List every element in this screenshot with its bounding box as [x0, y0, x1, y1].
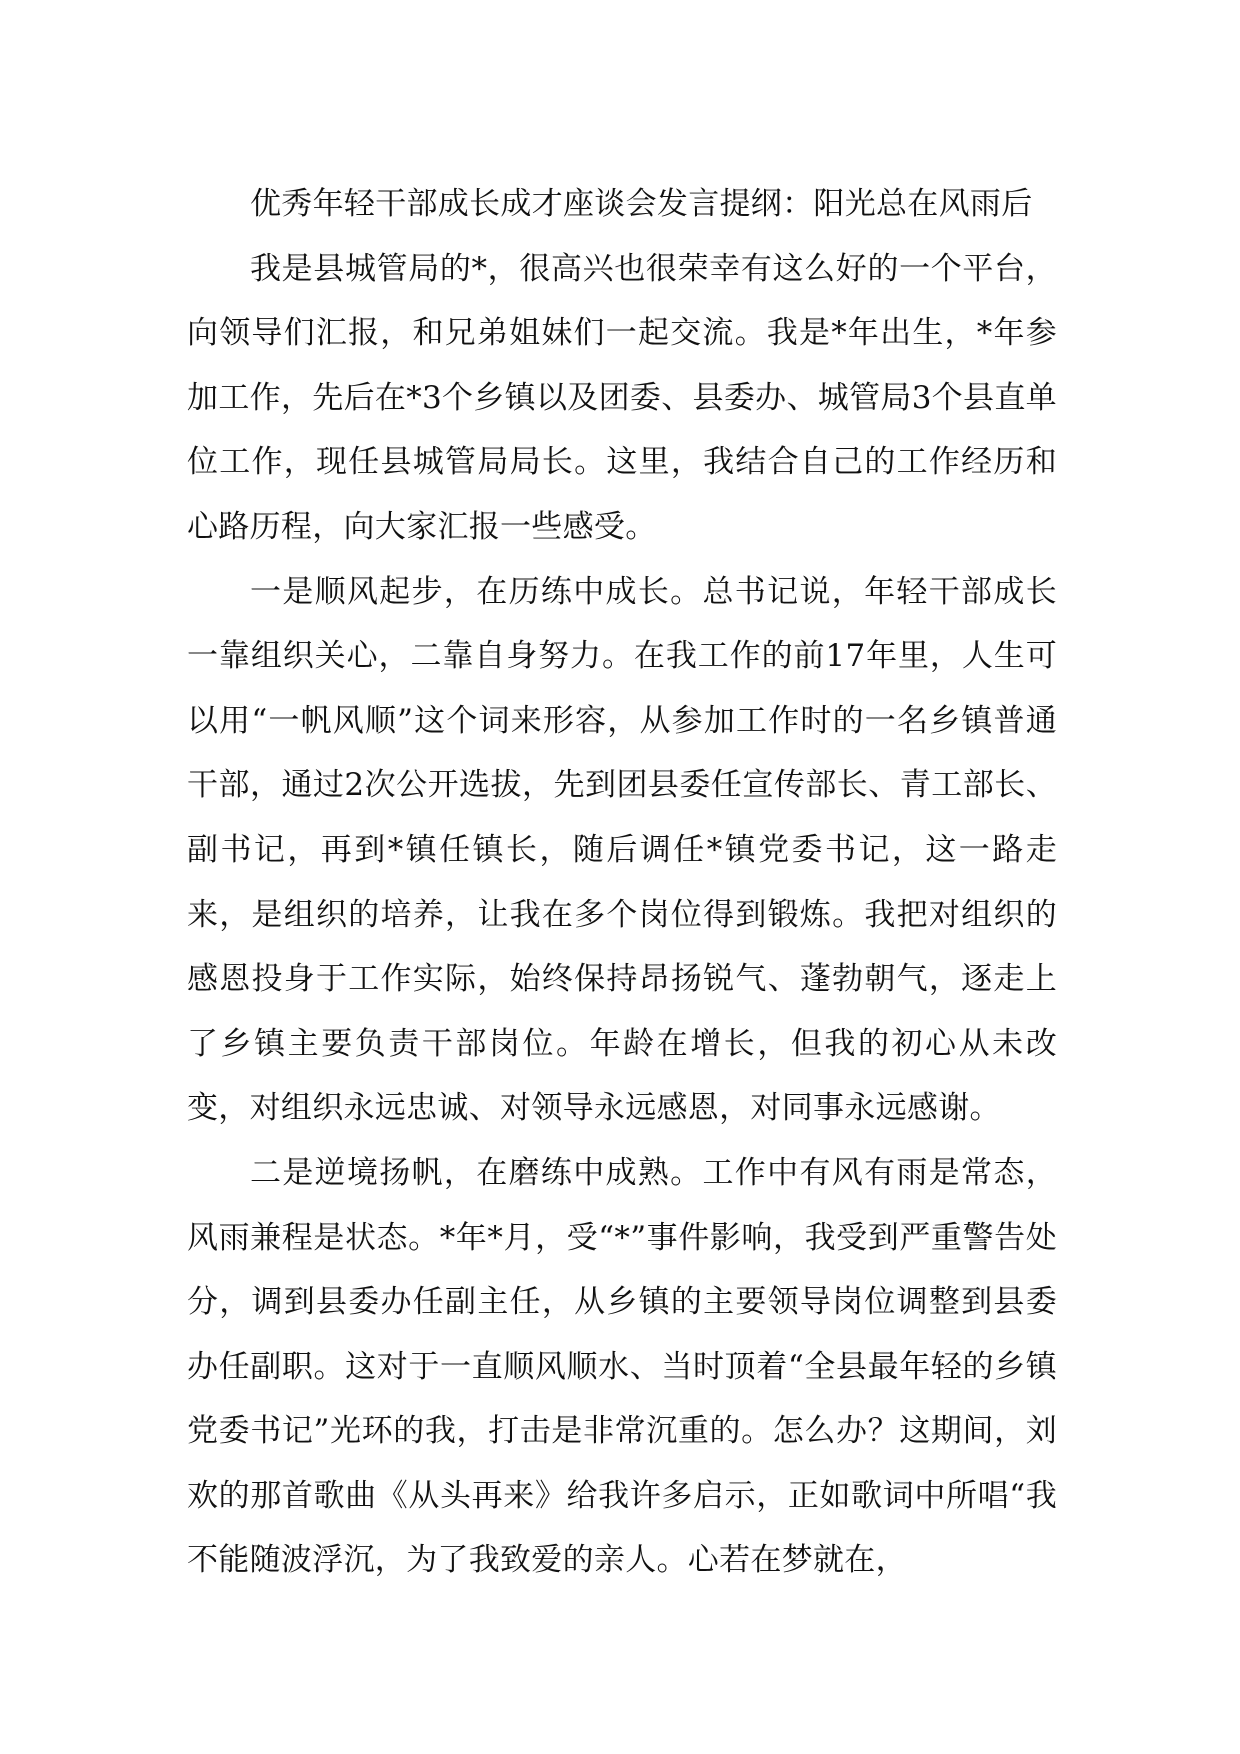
paragraph-point-one: 一是顺风起步，在历练中成长。总书记说，年轻干部成长一靠组织关心，二靠自身努力。在我工作的前17年里，人生可以用“一帆风顺”这个词来形容，从参加工作时的一名乡镇普通干部，通过2次公开选拔，先到团县委任宣传部长、青工部长、副书记，再到*镇任镇长，随后调任*镇党委书记，这一路走来，是组织的培养，让我在多个岗位得到锻炼。我把对组织的感恩投身于工作实际，始终保持昂扬锐气、蓬勃朝气，逐走上了乡镇主要负责干部岗位。年龄在增长，但我的初心从未改变，对组织永远忠诚、对领导永远感恩，对同事永远感谢。 [187, 573, 1057, 1127]
document-title: 优秀年轻干部成长成才座谈会发言提纲：阳光总在风雨后 [250, 186, 1033, 222]
paragraph-point-two: 二是逆境扬帆，在磨练中成熟。工作中有风有雨是常态，风雨兼程是状态。*年*月，受“*”事件影响，我受到严重警告处分，调到县委办任副主任，从乡镇的主要领导岗位调整到县委办任副职。这对于一直顺风顺水、当时顶着“全县最年轻的乡镇党委书记”光环的我，打击是非常沉重的。怎么办？这期间，刘欢的那首歌曲《从头再来》给我许多启示，正如歌词中所唱“我不能随波浮沉，为了我致爱的亲人。心若在梦就在， [187, 1154, 1057, 1579]
paragraph-introduction: 我是县城管局的*，很高兴也很荣幸有这么好的一个平台，向领导们汇报，和兄弟姐妹们一起交流。我是*年出生，*年参加工作，先后在*3个乡镇以及团委、县委办、城管局3个县直单位工作，现任县城管局局长。这里，我结合自己的工作经历和心路历程，向大家汇报一些感受。 [187, 250, 1057, 545]
document-body [187, 172, 1057, 1593]
